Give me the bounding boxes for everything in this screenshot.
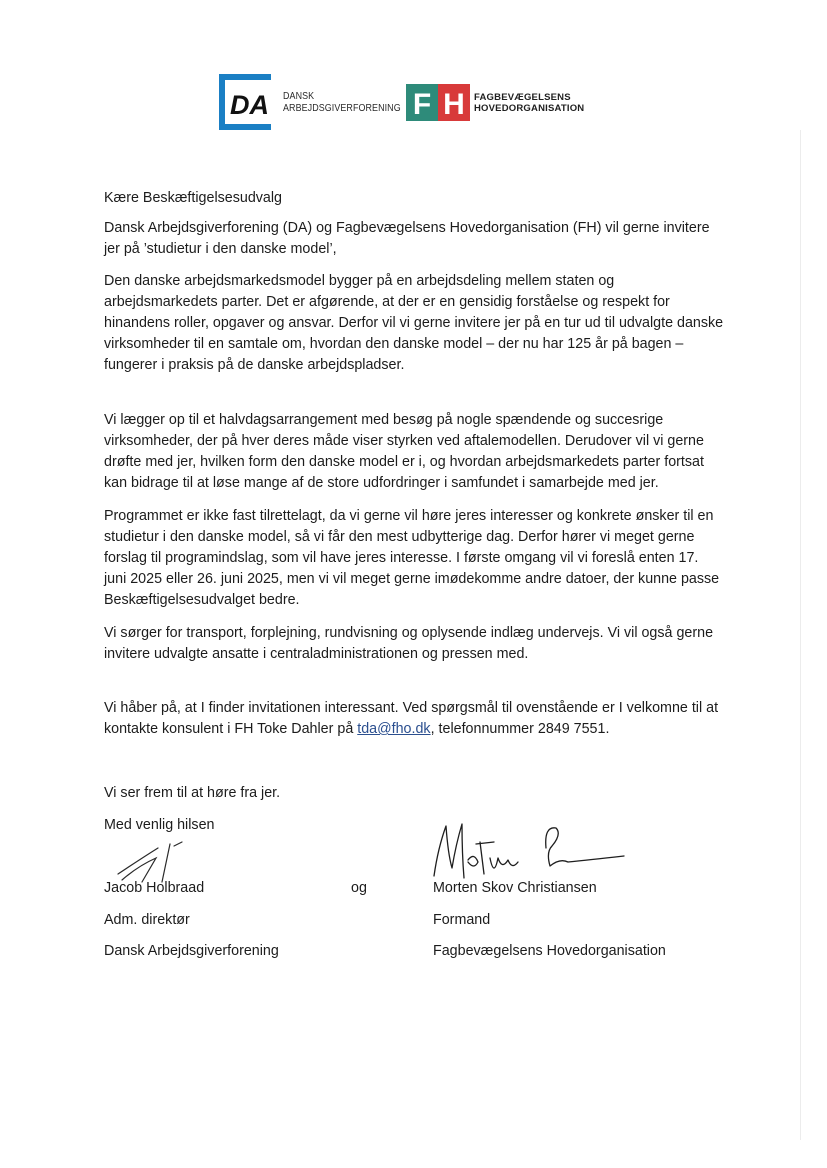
letter-paragraph-1: Dansk Arbejdsgiverforening (DA) og Fagbevægelsens Hovedorganisation (FH) vil gerne invitere jer på ’studietur i den danske model’, bbox=[104, 220, 710, 257]
da-logo-line2: ARBEJDSGIVERFORENING bbox=[283, 102, 401, 114]
fh-logo-letter-h: H bbox=[443, 88, 465, 121]
letter-look-forward: Vi ser frem til at høre fra jer. bbox=[104, 785, 281, 801]
fh-logo-letter-f: F bbox=[412, 88, 432, 121]
letter-paragraph-3: Vi lægger op til et halvdagsarrangement med besøg på nogle spændende og succesrige virksomheder, der på hver deres måde viser styrken ved aftalemodellen. Derudover vil vi gerne drøfte med jer, hvilken form den danske model er i, og hvordan arbejdsmarkedets parter fortsat kan bidrage til at løse mange af de store udfordringer i samfundet i samarbejde med jer. bbox=[104, 412, 704, 491]
da-logo bbox=[217, 72, 401, 134]
fh-logo-mark bbox=[406, 84, 470, 121]
scan-edge-line bbox=[800, 130, 801, 1140]
signatory-right-name: Morten Skov Christiansen bbox=[433, 880, 597, 896]
signatory-left-title: Adm. direktør bbox=[104, 911, 190, 928]
letter-paragraph-2: Den danske arbejdsmarkedsmodel bygger på en arbejdsdeling mellem staten og arbejdsmarkedets parter. Det er afgørende, at der er en gensidig forståelse og respekt for hinandens roller, opgaver og ansvar. Derfor vil vi gerne invitere jer på en tur ud til udvalgte danske virksomheder til en samtale om, hvordan den danske model – der nu har 125 år på bagen – fungerer i praksis på de danske arbejdspladser. bbox=[104, 273, 724, 373]
da-logo-text bbox=[283, 90, 401, 114]
signatory-left-org: Dansk Arbejdsgiverforening bbox=[104, 943, 279, 959]
signatory-right-org: Fagbevægelsens Hovedorganisation bbox=[433, 943, 666, 959]
contact-text-after: , telefonnummer 2849 7551. bbox=[430, 721, 610, 737]
signatory-left-name: Jacob Holbraad bbox=[104, 880, 205, 896]
letter-paragraph-5: Vi sørger for transport, forplejning, rundvisning og oplysende indlæg undervejs. Vi vil også gerne invitere udvalgte ansatte i centraladministrationen og pressen med. bbox=[104, 625, 714, 662]
signatory-right-title: Formand bbox=[433, 911, 491, 928]
da-logo-mark bbox=[217, 72, 273, 132]
fh-logo-line1: FAGBEVÆGELSENS bbox=[474, 92, 571, 103]
letter-greeting: Kære Beskæftigelsesudvalg bbox=[104, 190, 283, 206]
letter-closing: Med venlig hilsen bbox=[104, 817, 215, 833]
da-logo-letters: DA bbox=[230, 90, 269, 120]
letter-contact-paragraph bbox=[104, 698, 724, 740]
fh-logo bbox=[406, 84, 626, 124]
signatory-right bbox=[433, 878, 666, 973]
da-logo-line1: DANSK bbox=[283, 90, 315, 102]
fh-logo-text bbox=[474, 92, 584, 114]
contact-email-link[interactable]: tda@fho.dk bbox=[357, 721, 431, 737]
contact-text-before: Vi håber på, at I finder invitationen interessant. Ved spørgsmål til ovenstående er I velkomne til at kontakte konsulent i FH Toke Dahler på bbox=[104, 700, 719, 737]
signatory-left bbox=[104, 878, 279, 973]
letter-paragraph-4: Programmet er ikke fast tilrettelagt, da vi gerne vil høre jeres interesser og konkrete ønsker til en studietur i den danske model, så vi får den mest udbytterige dag. Derfor hører vi meget gerne forslag til programindslag, som vil have jeres interesse. I første omgang vil vi foreslå enten 17. juni 2025 eller 26. juni 2025, men vi vil meget gerne imødekomme andre datoer, der kunne passe Beskæftigelsesudvalget bedre. bbox=[104, 508, 720, 608]
fh-logo-line2: HOVEDORGANISATION bbox=[474, 103, 585, 114]
signatory-conjunction: og bbox=[351, 880, 367, 896]
